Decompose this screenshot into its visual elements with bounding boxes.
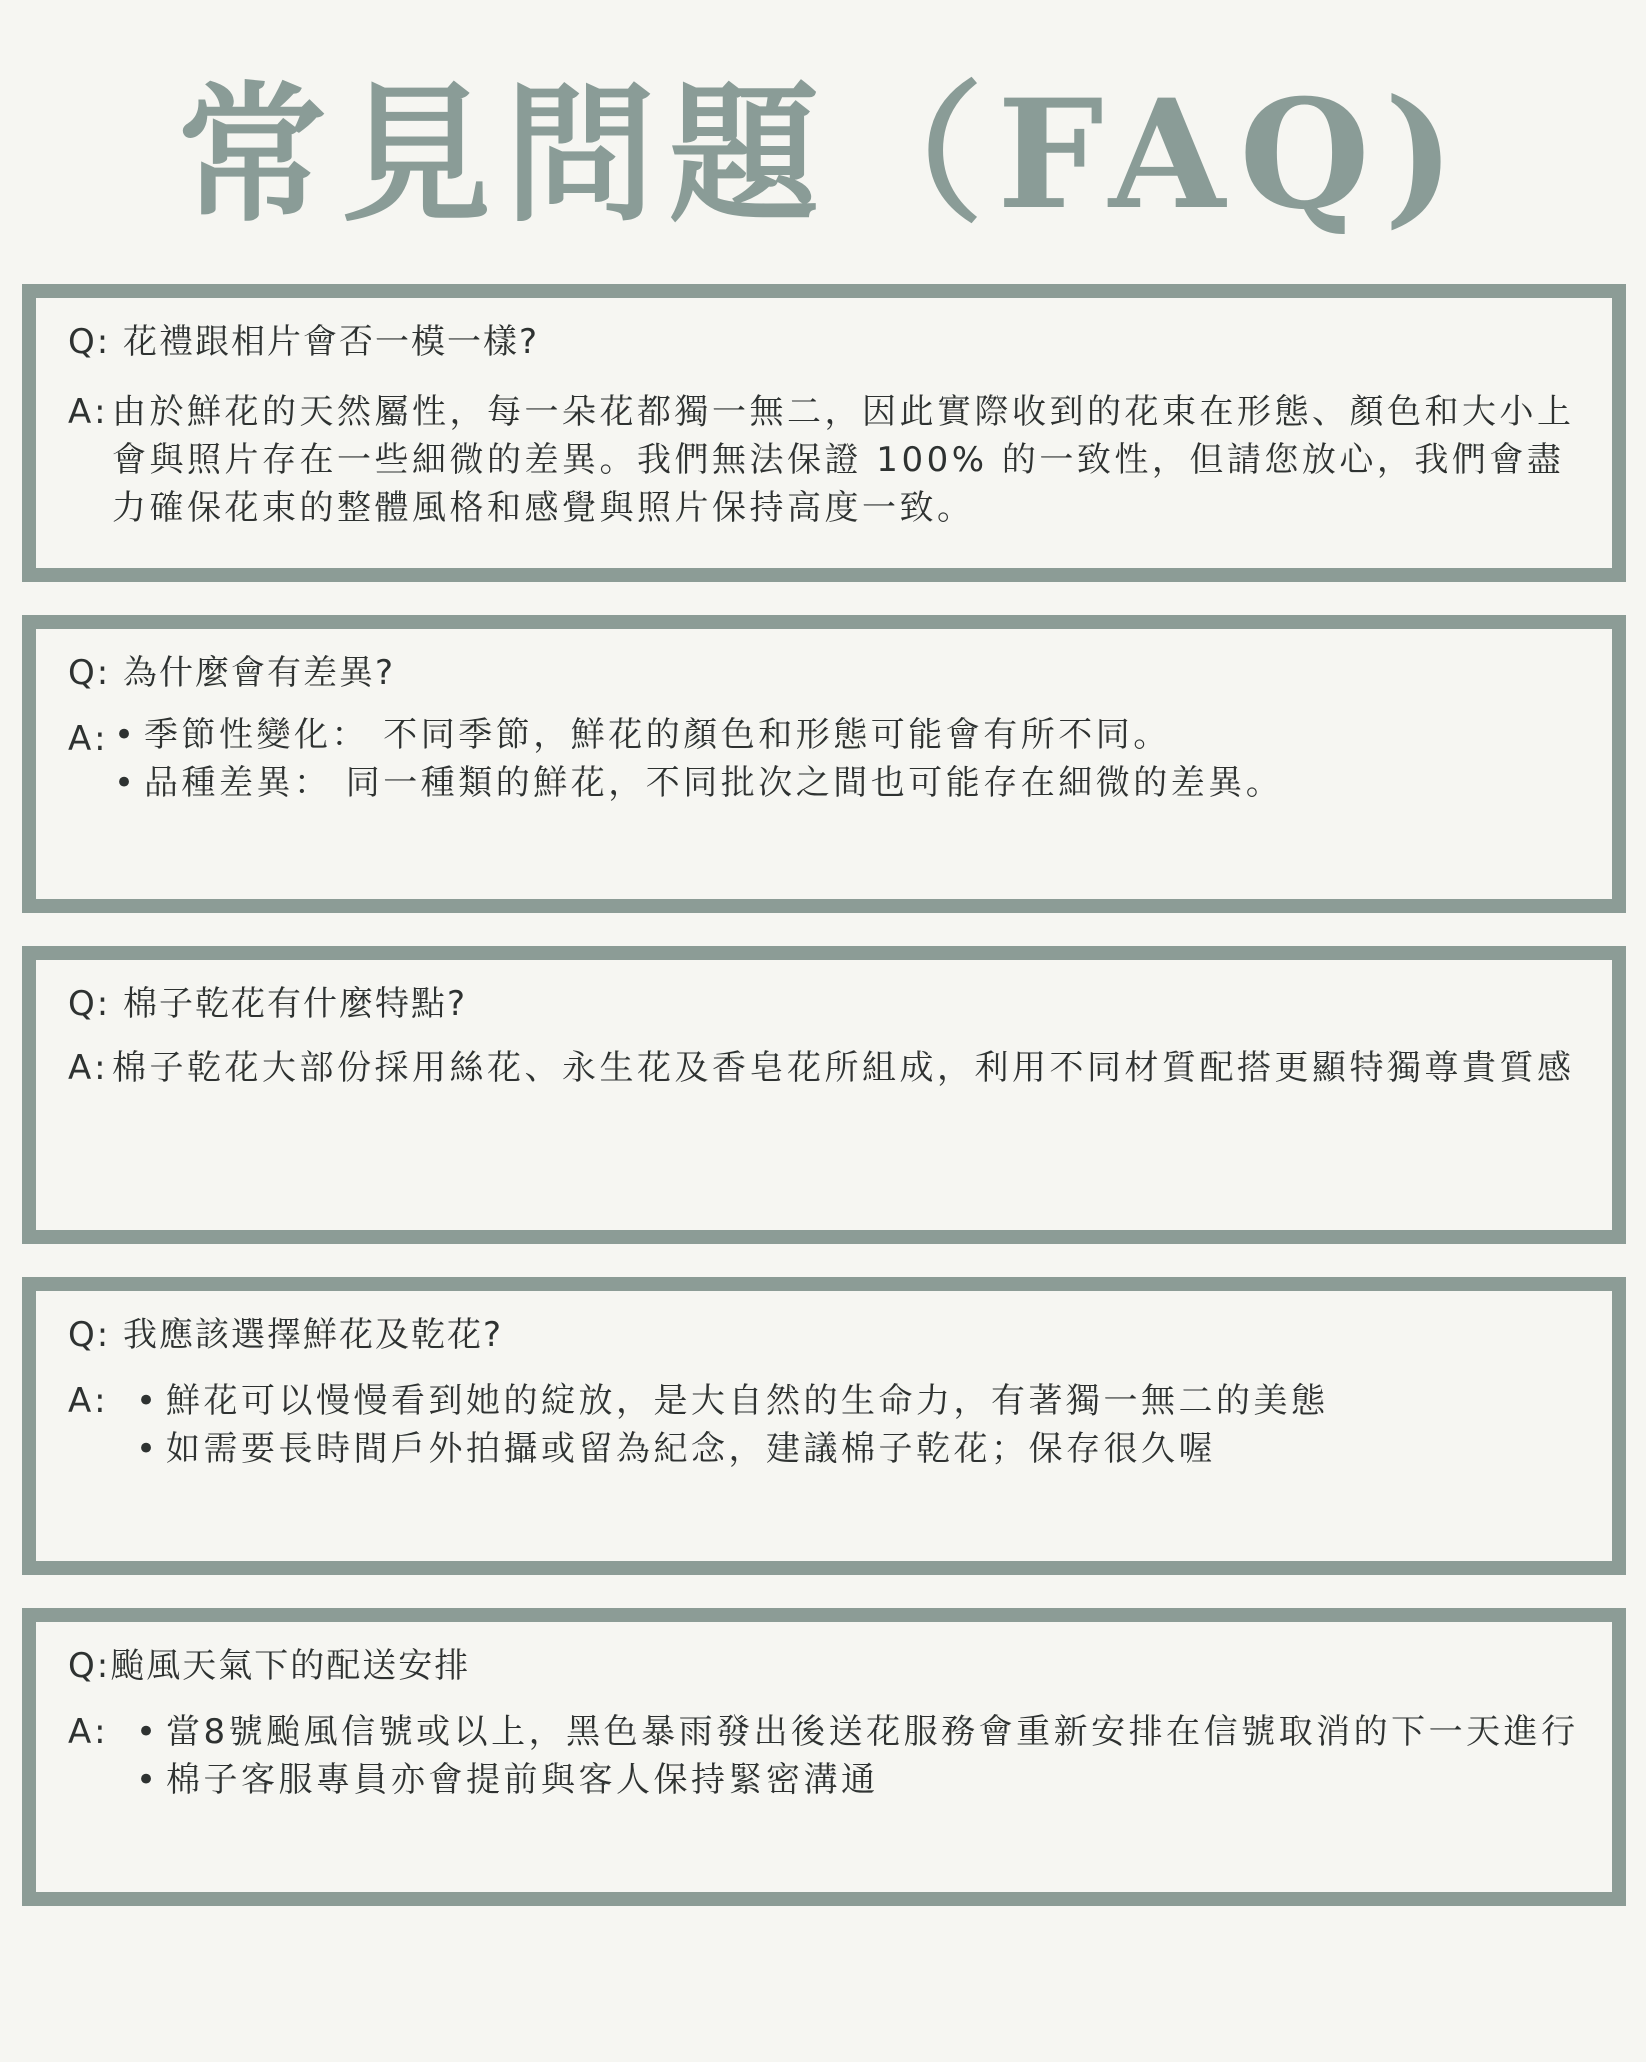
bullet-text: 當8號颱風信號或以上，黑色暴雨發出後送花服務會重新安排在信號取消的下一天進行 — [166, 1712, 1579, 1752]
answer-bullet — [112, 711, 1598, 759]
bullet-icon: • — [136, 1381, 160, 1421]
answer-bullet — [134, 1756, 1598, 1804]
answer-bullet-list — [112, 711, 1598, 807]
faq-answer — [68, 711, 1598, 807]
bullet-text: 棉子客服專員亦會提前與客人保持緊密溝通 — [166, 1760, 879, 1800]
faq-card-5 — [22, 1608, 1626, 1906]
faq-answer — [68, 1044, 1598, 1092]
bullet-text: 品種差異： 同一種類的鮮花，不同批次之間也可能存在細微的差異。 — [144, 763, 1284, 803]
answer-bullet — [134, 1708, 1598, 1756]
answer-prefix: A: — [68, 1381, 110, 1421]
answer-bullet-list — [134, 1377, 1598, 1473]
answer-bullet — [112, 759, 1598, 807]
faq-answer — [68, 1708, 1598, 1804]
answer-prefix: A: — [68, 719, 110, 759]
faq-card-4 — [22, 1277, 1626, 1575]
bullet-icon: • — [114, 763, 138, 803]
answer-prefix: A: — [68, 392, 110, 432]
bullet-icon: • — [114, 715, 138, 755]
answer-text: 由於鮮花的天然屬性，每一朵花都獨一無二，因此實際收到的花束在形態、顏色和大小上會與照片存在一些細微的差異。我們無法保證 100% 的一致性，但請您放心，我們會盡力確保花束的整體風格和感覺與照片保持高度一致。 — [112, 392, 1575, 528]
faq-question: Q:颱風天氣下的配送安排 — [68, 1646, 471, 1686]
bullet-text: 鮮花可以慢慢看到她的綻放，是大自然的生命力，有著獨一無二的美態 — [166, 1381, 1329, 1421]
answer-bullet — [134, 1377, 1598, 1425]
page-title: 常見問題（FAQ) — [177, 67, 1469, 243]
bullet-icon: • — [136, 1712, 160, 1752]
faq-card-3 — [22, 946, 1626, 1244]
faq-card-1 — [22, 284, 1626, 582]
faq-answer — [68, 1377, 1598, 1473]
faq-card-2 — [22, 615, 1626, 913]
bullet-text: 如需要長時間戶外拍攝或留為紀念，建議棉子乾花；保存很久喔 — [166, 1429, 1216, 1469]
faq-question: Q: 為什麼會有差異? — [68, 653, 396, 693]
faq-answer — [68, 388, 1598, 532]
bullet-text: 季節性變化： 不同季節，鮮花的顏色和形態可能會有所不同。 — [144, 715, 1171, 755]
faq-question: Q: 棉子乾花有什麼特點? — [68, 984, 468, 1024]
bullet-icon: • — [136, 1429, 160, 1469]
answer-bullet — [134, 1425, 1598, 1473]
answer-prefix: A: — [68, 1712, 110, 1752]
answer-prefix: A: — [68, 1048, 110, 1088]
bullet-icon: • — [136, 1760, 160, 1800]
answer-bullet-list — [134, 1708, 1598, 1804]
faq-question: Q: 我應該選擇鮮花及乾花? — [68, 1315, 504, 1355]
answer-text: 棉子乾花大部份採用絲花、永生花及香皂花所組成，利用不同材質配搭更顯特獨尊貴質感 — [112, 1048, 1575, 1088]
faq-question: Q: 花禮跟相片會否一模一樣? — [68, 322, 540, 362]
